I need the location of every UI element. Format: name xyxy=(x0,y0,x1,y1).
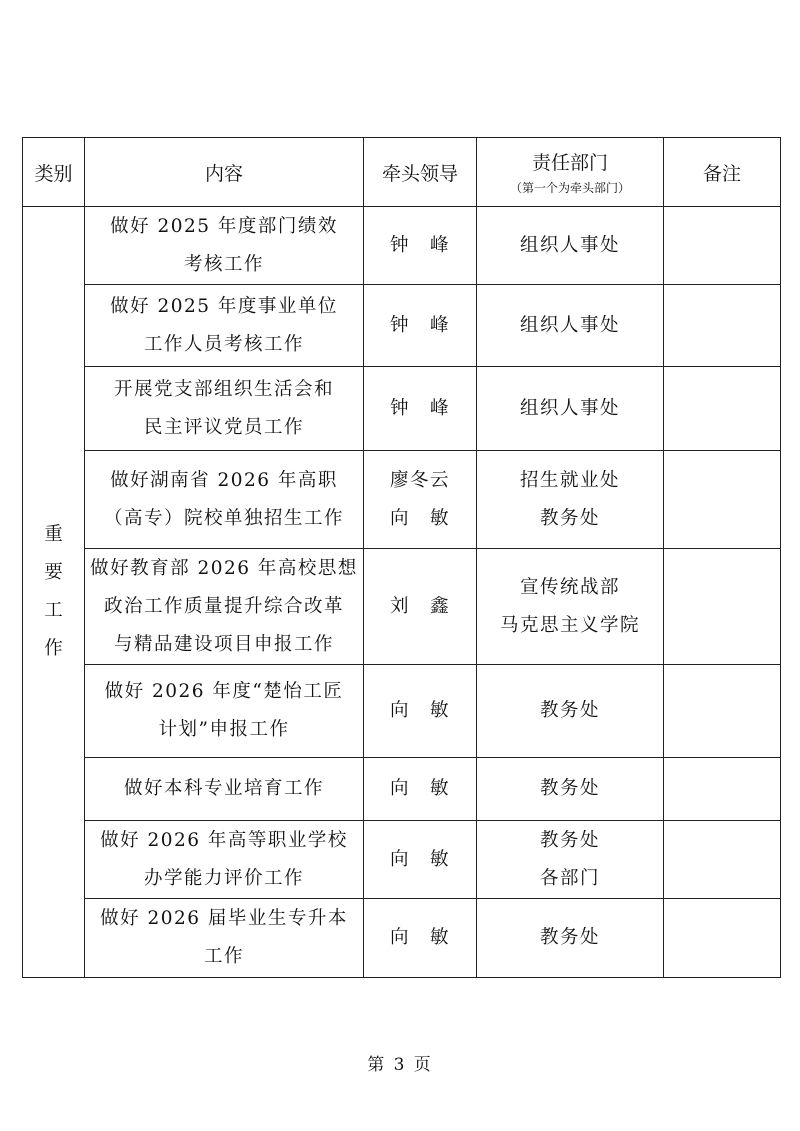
leader-name: 廖冬云 xyxy=(389,469,450,491)
department-cell xyxy=(477,207,664,285)
department-name: 组织人事处 xyxy=(519,234,620,256)
category-char: 作 xyxy=(44,638,63,659)
category-char: 工 xyxy=(44,600,63,621)
department-cell xyxy=(477,451,664,549)
table-row xyxy=(23,665,781,758)
content-line: 做好教育部 2026 年高校思想 xyxy=(90,557,358,579)
content-line: 做好 2025 年度部门绩效 xyxy=(110,215,338,237)
department-cell xyxy=(477,549,664,665)
remarks-cell xyxy=(664,451,781,549)
department-cell xyxy=(477,758,664,821)
content-cell xyxy=(85,367,364,451)
content-line: 工作人员考核工作 xyxy=(143,333,304,355)
content-cell xyxy=(85,665,364,758)
leader-name: 向 敏 xyxy=(389,507,450,529)
page-number: 第 3 页 xyxy=(367,1055,433,1075)
content-line: 做好 2026 届毕业生专升本 xyxy=(100,908,348,929)
leader-name: 钟 峰 xyxy=(389,397,450,419)
remarks-cell xyxy=(664,899,781,978)
leader-cell xyxy=(364,549,477,665)
remarks-cell xyxy=(664,367,781,451)
category-char: 重 xyxy=(44,524,63,545)
header-department-note: （第一个为牵头部门） xyxy=(509,181,630,195)
remarks-cell xyxy=(664,665,781,758)
content-line: 做好 2026 年高等职业学校 xyxy=(100,829,348,851)
department-name: 教务处 xyxy=(539,507,600,529)
department-name: 组织人事处 xyxy=(519,397,620,419)
table-row xyxy=(23,207,781,285)
header-department-label: 责任部门 xyxy=(531,152,608,174)
header-leader: 牵头领导 xyxy=(364,138,477,207)
content-cell xyxy=(85,899,364,978)
department-name: 马克思主义学院 xyxy=(499,614,640,636)
leader-name: 向 敏 xyxy=(389,927,450,948)
department-cell xyxy=(477,285,664,367)
table-row xyxy=(23,451,781,549)
remarks-cell xyxy=(664,207,781,285)
work-table xyxy=(22,137,781,978)
table-body xyxy=(23,207,781,978)
leader-cell xyxy=(364,899,477,978)
department-name: 招生就业处 xyxy=(519,469,620,491)
department-name: 宣传统战部 xyxy=(519,576,620,598)
leader-cell xyxy=(364,207,477,285)
department-name: 教务处 xyxy=(539,927,600,948)
content-line: 考核工作 xyxy=(183,253,264,275)
content-cell xyxy=(85,285,364,367)
content-line: （高专）院校单独招生工作 xyxy=(103,507,344,529)
remarks-cell xyxy=(664,821,781,899)
remarks-cell xyxy=(664,758,781,821)
content-line: 与精品建设项目申报工作 xyxy=(113,633,334,655)
department-name: 教务处 xyxy=(539,700,600,721)
content-line: 做好 2026 年度“楚怡工匠 xyxy=(104,681,344,702)
content-cell xyxy=(85,549,364,665)
department-cell xyxy=(477,367,664,451)
content-line: 办学能力评价工作 xyxy=(143,867,304,889)
department-name: 各部门 xyxy=(539,867,600,889)
leader-name: 钟 峰 xyxy=(389,314,450,336)
content-line: 工作 xyxy=(203,946,244,967)
content-cell xyxy=(85,821,364,899)
department-name: 教务处 xyxy=(539,829,600,851)
content-line: 做好 2025 年度事业单位 xyxy=(110,295,338,317)
content-line: 民主评议党员工作 xyxy=(143,416,304,438)
department-cell xyxy=(477,821,664,899)
content-line: 开展党支部组织生活会和 xyxy=(113,378,334,400)
leader-cell xyxy=(364,451,477,549)
category-cell xyxy=(23,207,85,978)
header-department xyxy=(477,138,664,207)
content-line: 计划”申报工作 xyxy=(158,719,290,740)
leader-name: 向 敏 xyxy=(389,778,450,799)
leader-cell xyxy=(364,367,477,451)
table-row xyxy=(23,549,781,665)
leader-name: 向 敏 xyxy=(389,848,450,870)
table-row xyxy=(23,899,781,978)
table-row xyxy=(23,758,781,821)
content-cell xyxy=(85,207,364,285)
content-line: 做好本科专业培育工作 xyxy=(123,778,324,799)
remarks-cell xyxy=(664,285,781,367)
table-row xyxy=(23,285,781,367)
header-remarks: 备注 xyxy=(664,138,781,207)
table-row xyxy=(23,821,781,899)
leader-cell xyxy=(364,758,477,821)
category-char: 要 xyxy=(44,562,63,583)
department-name: 组织人事处 xyxy=(519,314,620,336)
content-line: 做好湖南省 2026 年高职 xyxy=(110,469,338,491)
leader-name: 钟 峰 xyxy=(389,234,450,256)
department-name: 教务处 xyxy=(539,778,600,799)
content-line: 政治工作质量提升综合改革 xyxy=(103,595,344,617)
department-cell xyxy=(477,665,664,758)
leader-cell xyxy=(364,665,477,758)
leader-cell xyxy=(364,285,477,367)
department-cell xyxy=(477,899,664,978)
remarks-cell xyxy=(664,549,781,665)
table-header-row xyxy=(23,138,781,207)
header-category: 类别 xyxy=(23,138,85,207)
header-content: 内容 xyxy=(85,138,364,207)
leader-cell xyxy=(364,821,477,899)
content-cell xyxy=(85,451,364,549)
leader-name: 向 敏 xyxy=(389,700,450,721)
content-cell xyxy=(85,758,364,821)
leader-name: 刘 鑫 xyxy=(389,595,450,617)
table-row xyxy=(23,367,781,451)
